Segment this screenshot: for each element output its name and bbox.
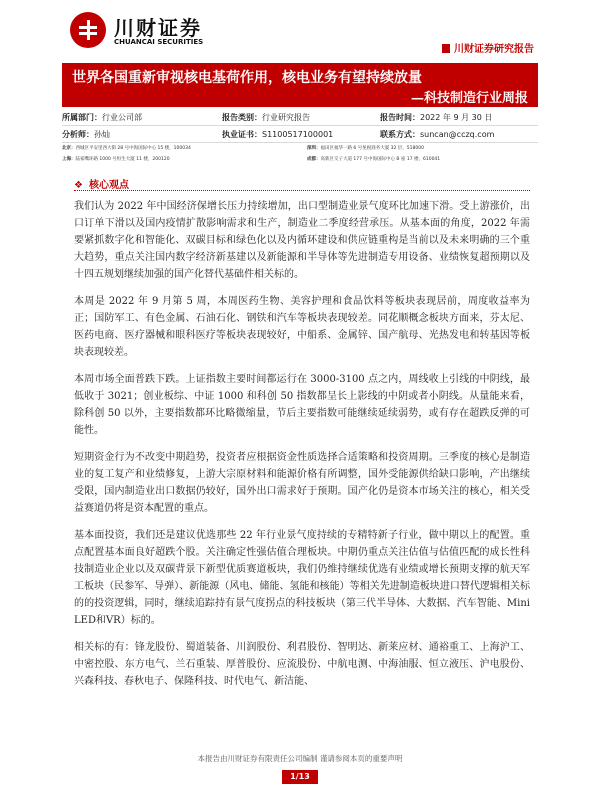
body-paragraph: 我们认为 2022 年中国经济保增长压力持续增加，出口型制造业景气度环比加速下滑。受上游涨价，出口订单下滑以及国内疫情扩散影响需求和生产，制造业二季度经营承压。从基本面的角度，2022 年需要紧抓数字化和智能化、双碳目标和绿色化以及内循环建设和供应链重构是当前以及未来明确的三个重大趋势，重点关注国内数字经济新基建以及新能源和半导体等先进制造专用设备、业绩恢复超预期以及十四五规划继续加强的国产化替代基础件相关标的。	[74, 201, 530, 280]
time-field: 报告时间：2022 年 9 月 30 日	[380, 113, 493, 122]
report-type-label	[442, 40, 534, 55]
page-number: 1/13	[282, 770, 318, 784]
title-band	[62, 63, 538, 107]
report-title: 世界各国重新审视核电基荷作用，核电业务有望持续放量	[72, 70, 422, 86]
address-chengdu: 成都：高新区交子大道 177 号中海国际中心 B 座 17 楼，610041	[307, 157, 441, 162]
brand-logo	[70, 10, 220, 56]
meta-row	[62, 109, 538, 126]
body-paragraph: 短期资金行为不改变中期趋势，投资者应根据资金性质选择合适策略和投资周期。三季度的核心是制造业的复工复产和业绩修复，上游大宗原材料和能源价格有所调整，国外受能源供给缺口影响，产出继续受限，国内制造业出口数据仍较好，国外出口需求好于预期。国产化仍是资本市场关注的核心，相关受益赛道仍将是资本配置的重点。	[74, 452, 530, 514]
type-field: 报告类别：行业研究报告	[222, 113, 310, 122]
address-beijing: 北京：西城区平安里西大街 28 号中海国际中心 15 楼，100034	[62, 146, 191, 151]
address-row	[62, 154, 538, 165]
body-paragraph: 基本面投资，我们还是建议优选那些 22 年行业景气度持续的专精特新子行业，做中期以上的配置。重点配置基本面良好超跌个股。关注确定性强估值合理板块。中期仍重点关注估值与估值匹配的成长性科技制造业企业以及双碳背景下新型优质赛道板块，我们仍维持继续优选有业绩或增长预期支撑的航天军工板块（民参军、导弹）、新能源（风电、储能、氢能和核能）等相关先进制造板块进口替代逻辑相关标的的投资逻辑，同时，继续追踪持有景气度拐点的科技板块（第三代半导体、大数据、汽车智能、Mini LED和VR）标的。	[74, 530, 530, 626]
body-paragraph: 本周是 2022 年 9 月第 5 周，本周医药生物、美容护理和食品饮料等板块表现居前，周度收益率为正；国防军工、有色金属、石油石化、钢铁和汽车等板块表现较差。同花顺概念板块方面来，芬太尼、医药电商、医疗器械和眼科医疗等板块表现较好，中船系、金属锌、国产航母、光热发电和转基因等板块表现较差。	[74, 296, 530, 358]
report-subtitle: —科技制造行业周报	[410, 91, 528, 106]
license-field: 执业证书：S1100517100001	[222, 130, 334, 139]
dept-field: 所属部门：行业公司部	[62, 113, 142, 122]
footer-disclaimer: 本报告由川财证券有限责任公司编制 谨请参阅本页的重要声明	[197, 754, 403, 763]
contact-field: 联系方式：suncan@cczq.com	[380, 130, 495, 139]
section-title: 核心观点	[88, 180, 129, 191]
brand-name: 川财证券	[114, 16, 202, 40]
section-heading	[74, 176, 129, 191]
report-header	[0, 0, 600, 62]
diamond-icon: ❖	[74, 180, 83, 191]
report-type-text: 川财证券研究报告	[454, 44, 534, 55]
section-divider	[74, 190, 530, 191]
address-shanghai: 上海：陆家嘴环路 1000 号恒生大厦 11 楼，200120	[62, 157, 170, 162]
report-meta	[62, 109, 538, 143]
meta-row	[62, 126, 538, 143]
analyst-field: 分析师：孙灿	[62, 130, 110, 139]
flag-icon	[442, 44, 450, 53]
brand-logo-mark-icon	[70, 12, 106, 48]
report-body	[74, 198, 530, 700]
body-paragraph: 相关标的有：锋龙股份、蜀道装备、川润股份、利君股份、智明达、新莱应材、通裕重工、上海沪工、中密控股、东方电气、兰石重装、厚普股份、应流股份、中航电测、中海油服、恒立液压、沪电股份、兴森科技、春秋电子、保隆科技、时代电气、新洁能、	[74, 642, 530, 687]
address-row	[62, 143, 538, 154]
body-paragraph: 本周市场全面普跌下跌。上证指数主要时间都运行在 3000-3100 点之内，周线收上引线的中阴线，最低收于 3021；创业板综、中证 1000 和科创 50 指数都呈长上影线的中阴或者小阴线。从量能来看，除科创 50 以外，主要指数都环比略微缩量，节后主要指数可能继续延续弱势，或有存在超跌反弹的可能性。	[74, 374, 530, 436]
office-addresses	[62, 143, 538, 165]
brand-name-en: CHUANCAI SECURITIES	[114, 38, 204, 46]
address-shenzhen: 深圳：福田区福华一路 6 号免税商务大厦 32 层，518000	[307, 146, 424, 151]
